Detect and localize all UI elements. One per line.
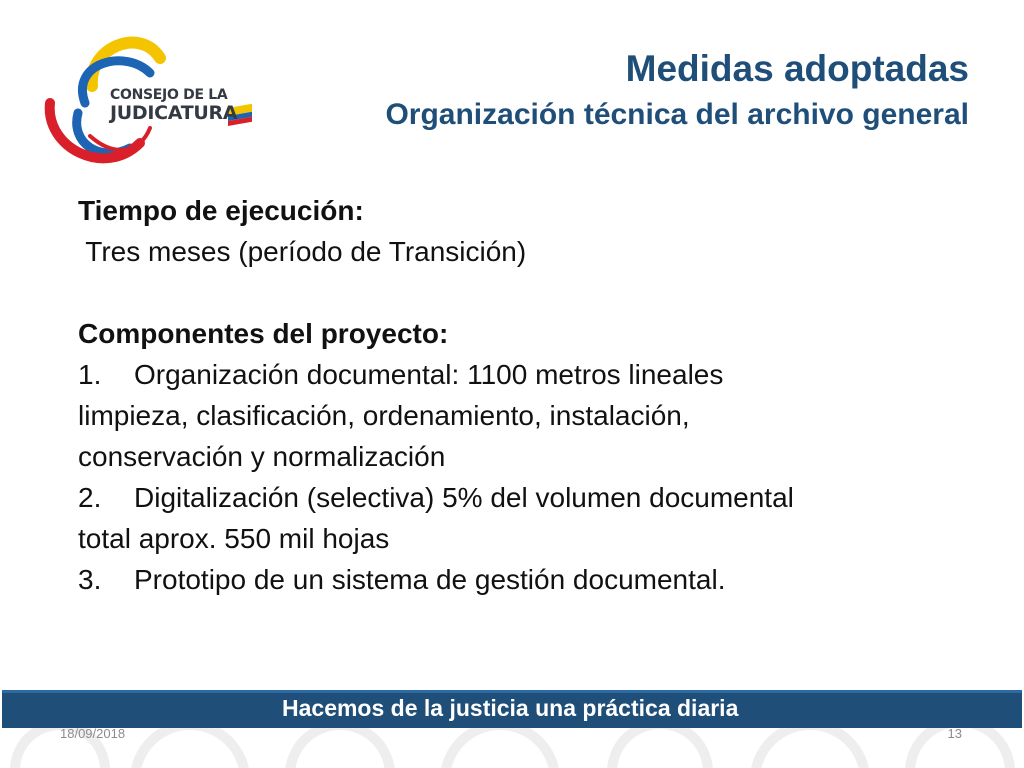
list-item-continuation: limpieza, clasificación, ordenamiento, instalación,	[78, 400, 690, 431]
execution-heading: Tiempo de ejecución:	[78, 195, 364, 226]
list-item	[78, 354, 958, 395]
logo-wordmark	[110, 88, 237, 123]
list-item-number: 1.	[78, 359, 102, 390]
execution-value: Tres meses (período de Transición)	[78, 236, 527, 267]
slide-subtitle: Organización técnica del archivo general	[385, 98, 969, 131]
components-heading: Componentes del proyecto:	[78, 318, 449, 349]
list-item-text: Prototipo de un sistema de gestión documental.	[134, 564, 726, 595]
list-item	[78, 559, 958, 600]
logo-line-1: CONSEJO DE LA	[110, 87, 228, 103]
consejo-judicatura-logo	[30, 28, 270, 173]
spacer	[78, 272, 958, 313]
list-item	[78, 477, 958, 518]
slide-page-number: 13	[947, 726, 962, 741]
list-item-continuation: conservación y normalización	[78, 441, 446, 472]
footer-slogan: Hacemos de la justicia una práctica diaria	[282, 695, 739, 721]
slide-date: 18/09/2018	[60, 726, 126, 741]
logo-line-2: JUDICATURA	[110, 102, 238, 124]
list-item-number: 3.	[78, 564, 102, 595]
list-item-text: Organización documental: 1100 metros lineales	[134, 359, 724, 390]
list-item-text: Digitalización (selectiva) 5% del volumen documental	[134, 482, 794, 513]
list-item-continuation: total aprox. 550 mil hojas	[78, 523, 390, 554]
list-item-number: 2.	[78, 482, 102, 513]
slide-title: Medidas adoptadas	[625, 48, 969, 89]
slide-body	[78, 190, 958, 600]
